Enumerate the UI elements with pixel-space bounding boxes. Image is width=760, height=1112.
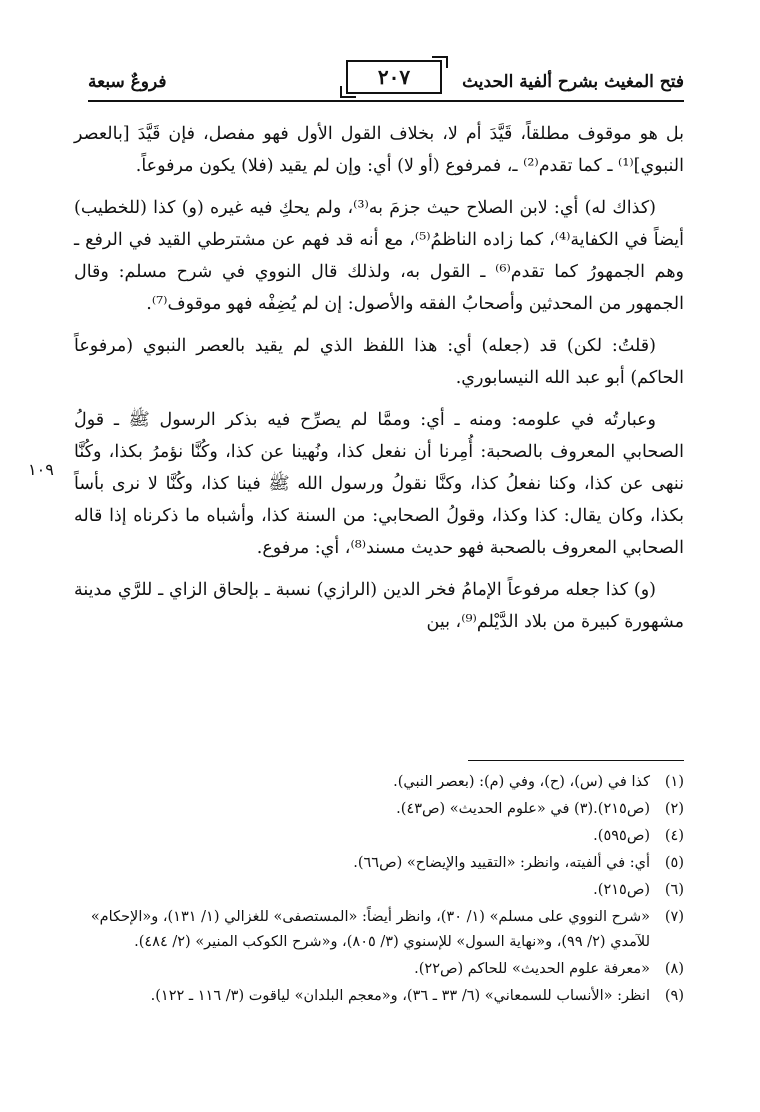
main-text bbox=[74, 118, 684, 648]
footnotes bbox=[74, 770, 684, 1013]
footnote bbox=[74, 984, 684, 1009]
paragraph: بل هو موقوف مطلقاً، قَيَّدَ أم لا، بخلاف القول الأول فهو مفصل، فإن قَيَّدَ [بالعصر النبوي]⁽¹⁾ ـ كما تقدم⁽²⁾ ـ، فمرفوع (أو لا) أي: وإن لم يقيد (فلا) يكون مرفوعاً. bbox=[74, 124, 684, 176]
footnote-rule bbox=[468, 760, 684, 761]
paragraph: وعبارتُه في علومه: ومنه ـ أي: وممَّا لم يصرِّح فيه بذكر الرسول ﷺ ـ قولُ الصحابي المعروف بالصحبة: أُمِرنا أن نفعل كذا، ونُهينا عن كذا، وكُنَّا نؤمرُ بكذا، وكُنَّا ننهى عن كذا، وكنا نفعلُ كذا، وكنَّا نقولُ ورسول الله ﷺ فينا كذا، وكُنَّا لا نرى بأساً بكذا، وكان يقال: كذا وكذا، وقولُ الصحابي: من السنة كذا، وأشباه ما ذكرناه إذا قاله الصحابي المعروف بالصحبة فهو حديث مسند⁽⁸⁾، أي: مرفوع. bbox=[74, 410, 684, 558]
paragraph: (و) كذا جعله مرفوعاً الإمامُ فخر الدين (الرازي) نسبة ـ بإلحاق الزاي ـ للرَّي مدينة مشهورة كبيرة من بلاد الدَّيْلم⁽⁹⁾، بين bbox=[74, 580, 684, 632]
section-title: فروعٌ سبعة bbox=[88, 72, 167, 92]
footnote-number: (٨) bbox=[664, 961, 684, 977]
page-number-frame bbox=[346, 60, 442, 94]
footnote-number: (٣) bbox=[574, 801, 594, 817]
footnote bbox=[74, 770, 684, 795]
footnote-number: (١) bbox=[664, 774, 684, 790]
footnote-text: في «علوم الحديث» (ص٤٣). bbox=[396, 801, 570, 817]
footnote-text: (ص٢١٥). bbox=[593, 882, 650, 898]
footnote bbox=[74, 905, 684, 955]
footnote-text: «شرح النووي على مسلم» (١/ ٣٠)، وانظر أيضاً: «المستصفى» للغزالي (١/ ١٣١)، و«الإحكام» للآمدي (٢/ ٩٩)، و«نهاية السول» للإسنوي (٣/ ٨٠٥)، و«شرح الكوكب المنير» (٢/ ٤٨٤). bbox=[90, 909, 650, 950]
paragraph: (كذاك له) أي: لابن الصلاح حيث جزمَ به⁽³⁾، ولم يحكِ فيه غيره (و) كذا (للخطيب) أيضاً في الكفاية⁽⁴⁾، كما زاده الناظمُ⁽⁵⁾، مع أنه قد فهم عن مشترطي القيد في الرفع ـ وهم الجمهورُ كما تقدم⁽⁶⁾ ـ القول به، ولذلك قال النووي في شرح مسلم: وقال الجمهور من المحدثين وأصحابُ الفقه والأصول: إن لم يُضِفْه فهو موقوف⁽⁷⁾. bbox=[74, 198, 685, 314]
margin-page-number: ١٠٩ bbox=[28, 460, 54, 479]
footnote-number: (٧) bbox=[664, 909, 684, 925]
header-rule bbox=[88, 100, 684, 102]
page-number: ٢٠٧ bbox=[377, 65, 411, 89]
footnote bbox=[74, 878, 684, 903]
footnote-inline bbox=[396, 797, 593, 822]
footnote-number: (٥) bbox=[664, 855, 684, 871]
footnote-number: (٦) bbox=[664, 882, 684, 898]
footnote-number: (٤) bbox=[664, 828, 684, 844]
paragraph: (قلتُ: لكن) قد (جعله) أي: هذا اللفظ الذي لم يقيد بالعصر النبوي (مرفوعاً الحاكم) أبو عبد الله النيسابوري. bbox=[74, 336, 684, 388]
footnote-text: انظر: «الأنساب للسمعاني» (٦/ ٣٣ ـ ٣٦)، و«معجم البلدان» لياقوت (٣/ ١١٦ ـ ١٢٢). bbox=[150, 988, 650, 1004]
footnote-text: (ص٢١٥). bbox=[593, 801, 650, 817]
footnote bbox=[74, 851, 684, 876]
footnote-number: (٢) bbox=[664, 801, 684, 817]
book-title: فتح المغيث بشرح ألفية الحديث bbox=[462, 72, 684, 92]
footnote-text: (ص٥٩٥). bbox=[593, 828, 650, 844]
footnote-text: أي: في ألفيته، وانظر: «التقييد والإيضاح» (ص٦٦). bbox=[353, 855, 650, 871]
footnote-number: (٩) bbox=[664, 988, 684, 1004]
footnote bbox=[74, 957, 684, 982]
footnote-text: «معرفة علوم الحديث» للحاكم (ص٢٢). bbox=[414, 961, 650, 977]
footnote-text: كذا في (س)، (ح)، وفي (م): (بعصر النبي). bbox=[393, 774, 650, 790]
footnote bbox=[74, 797, 684, 822]
page-header bbox=[88, 60, 684, 104]
footnote bbox=[74, 824, 684, 849]
